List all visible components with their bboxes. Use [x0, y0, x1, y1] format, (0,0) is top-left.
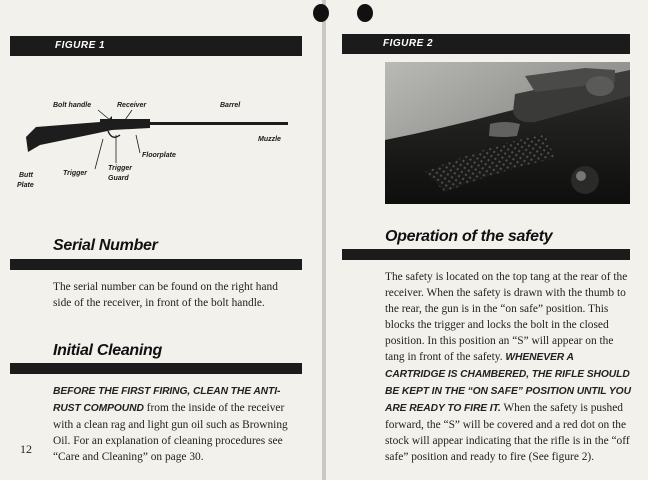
- operation-body: [385, 269, 635, 465]
- operation-heading: Operation of the safety: [385, 228, 553, 245]
- label-barrel: Barrel: [220, 102, 241, 109]
- figure2-photo: [385, 62, 630, 204]
- label-floorplate: Floorplate: [142, 152, 176, 159]
- serial-number-heading: Serial Number: [53, 237, 158, 254]
- rifle-diagram: [0, 95, 322, 205]
- binder-hole-left: [313, 4, 329, 22]
- figure1-title: FIGURE 1: [55, 40, 106, 51]
- label-receiver: Receiver: [117, 102, 147, 109]
- initial-cleaning-body: [53, 383, 305, 465]
- initial-cleaning-emphasis: BEFORE THE FIRST FIRING, CLEAN THE ANTI-RUST COMPOUND: [53, 386, 281, 414]
- operation-emphasis: WHENEVER A CARTRIDGE IS CHAMBERED, THE RIFLE SHOULD BE KEPT IN THE “ON SAFE” POSITION UNTIL YOU ARE READY TO FIRE IT.: [385, 352, 631, 414]
- page-number: 12: [20, 442, 32, 456]
- label-trigger: Trigger: [63, 170, 87, 177]
- callout-lines: [95, 110, 140, 169]
- label-bolt-handle: Bolt handle: [53, 102, 92, 109]
- initial-cleaning-text: from the inside of the receiver with a clean rag and light gun oil such as Browning Oil. For an explanation of cleaning procedures see “Care and Cleaning” on page 30.: [53, 402, 288, 463]
- operation-rule: [342, 249, 630, 260]
- figure1-title-bar: [10, 36, 302, 56]
- label-butt-plate-line1: Butt: [19, 172, 33, 179]
- operation-text-part1: The safety is located on the top tang at the rear of the receiver. When the safety is drawn with the thumb to the rear, the gun is in the “on safe” position. This blocks the trigger and locks the bolt in the closed position. In this position an “S” will appear on the tang in front of the safety.: [385, 271, 628, 363]
- serial-number-rule: [10, 259, 302, 270]
- operation-text-part2: When the safety is pushed forward, the “S” will be covered and a red dot on the stock will appear indicating that the rifle is in the “off safe” position and ready to fire (See figure 2).: [385, 402, 630, 463]
- label-trigger-guard-line1: Trigger: [108, 165, 132, 172]
- initial-cleaning-rule: [10, 363, 302, 374]
- label-butt-plate-line2: Plate: [17, 182, 34, 189]
- serial-number-body: The serial number can be found on the right hand side of the receiver, in front of the bolt handle.: [53, 281, 278, 309]
- initial-cleaning-heading: Initial Cleaning: [53, 342, 162, 359]
- label-trigger-guard-line2: Guard: [108, 175, 129, 182]
- binder-hole-right: [357, 4, 373, 22]
- figure2-title: FIGURE 2: [383, 38, 434, 49]
- rifle-photo-illustration: [385, 62, 630, 204]
- rifle-silhouette: [26, 116, 288, 152]
- label-muzzle: Muzzle: [258, 136, 281, 143]
